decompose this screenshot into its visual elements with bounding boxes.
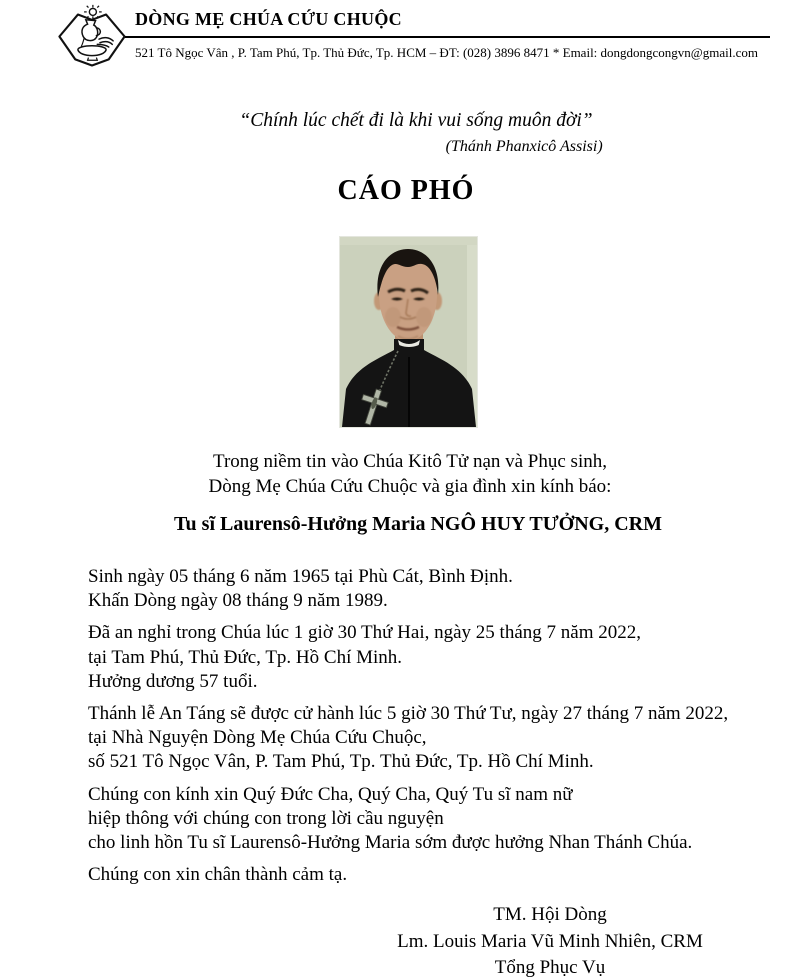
- body-line: Chúng con xin chân thành cảm tạ.: [88, 864, 348, 886]
- signature-name: Lm. Louis Maria Vũ Minh Nhiên, CRM: [397, 930, 703, 952]
- deceased-name: Tu sĩ Laurensô-Hưởng Maria NGÔ HUY TƯỞNG, CRM: [174, 513, 662, 535]
- epigraph-attribution: (Thánh Phanxicô Assisi): [445, 138, 603, 155]
- header-divider: [125, 36, 770, 38]
- body-line: Khấn Dòng ngày 08 tháng 9 năm 1989.: [88, 590, 388, 612]
- intro-line-1: Trong niềm tin vào Chúa Kitô Tử nạn và Phục sinh,: [213, 451, 607, 472]
- body-line: Sinh ngày 05 tháng 6 năm 1965 tại Phù Cát, Bình Định.: [88, 566, 513, 587]
- announcement-body: [88, 565, 788, 895]
- epigraph: [0, 108, 800, 156]
- body-line: số 521 Tô Ngọc Vân, P. Tam Phú, Tp. Thủ Đức, Tp. Hồ Chí Minh.: [88, 751, 594, 773]
- paragraph-funeral-mass: [88, 702, 788, 775]
- organization-address: 521 Tô Ngọc Vân , P. Tam Phú, Tp. Thủ Đức, Tp. HCM – ĐT: (028) 3896 8471 * Email: dongdongcongvn@gmail.com: [135, 45, 759, 60]
- deceased-portrait-photo: [340, 237, 477, 427]
- signature-title: Tổng Phục Vụ: [494, 957, 606, 977]
- body-line: Thánh lễ An Táng sẽ được cử hành lúc 5 giờ 30 Thứ Tư, ngày 27 tháng 7 năm 2022,: [88, 703, 729, 725]
- announcement-intro: [10, 449, 800, 499]
- body-line: Đã an nghỉ trong Chúa lúc 1 giờ 30 Thứ Hai, ngày 25 tháng 7 năm 2022,: [88, 622, 641, 644]
- intro-line-2: Dòng Mẹ Chúa Cứu Chuộc và gia đình xin kính báo:: [208, 476, 612, 497]
- paragraph-prayer-request: [88, 783, 788, 856]
- signature-block: [300, 902, 800, 977]
- paragraph-thanks: [88, 863, 788, 887]
- organization-name: DÒNG MẸ CHÚA CỨU CHUỘC: [135, 9, 402, 29]
- body-line: hiệp thông với chúng con trong lời cầu nguyện: [88, 807, 444, 829]
- paragraph-birth: [88, 565, 788, 613]
- body-line: tại Tam Phú, Thủ Đức, Tp. Hồ Chí Minh.: [88, 646, 403, 668]
- document-title: CÁO PHÓ: [337, 175, 475, 206]
- body-line: Chúng con kính xin Quý Đức Cha, Quý Cha, Quý Tu sĩ nam nữ: [88, 783, 573, 805]
- body-line: cho linh hồn Tu sĩ Laurensô-Hưởng Maria sớm được hưởng Nhan Thánh Chúa.: [88, 832, 693, 854]
- signature-on-behalf: TM. Hội Dòng: [493, 904, 607, 925]
- body-line: tại Nhà Nguyện Dòng Mẹ Chúa Cứu Chuộc,: [88, 727, 427, 749]
- congregation-emblem-icon: [55, 4, 129, 74]
- epigraph-quote: “Chính lúc chết đi là khi vui sống muôn đời”: [239, 110, 593, 131]
- body-line: Hưởng dương 57 tuổi.: [88, 670, 258, 692]
- paragraph-death: [88, 621, 788, 694]
